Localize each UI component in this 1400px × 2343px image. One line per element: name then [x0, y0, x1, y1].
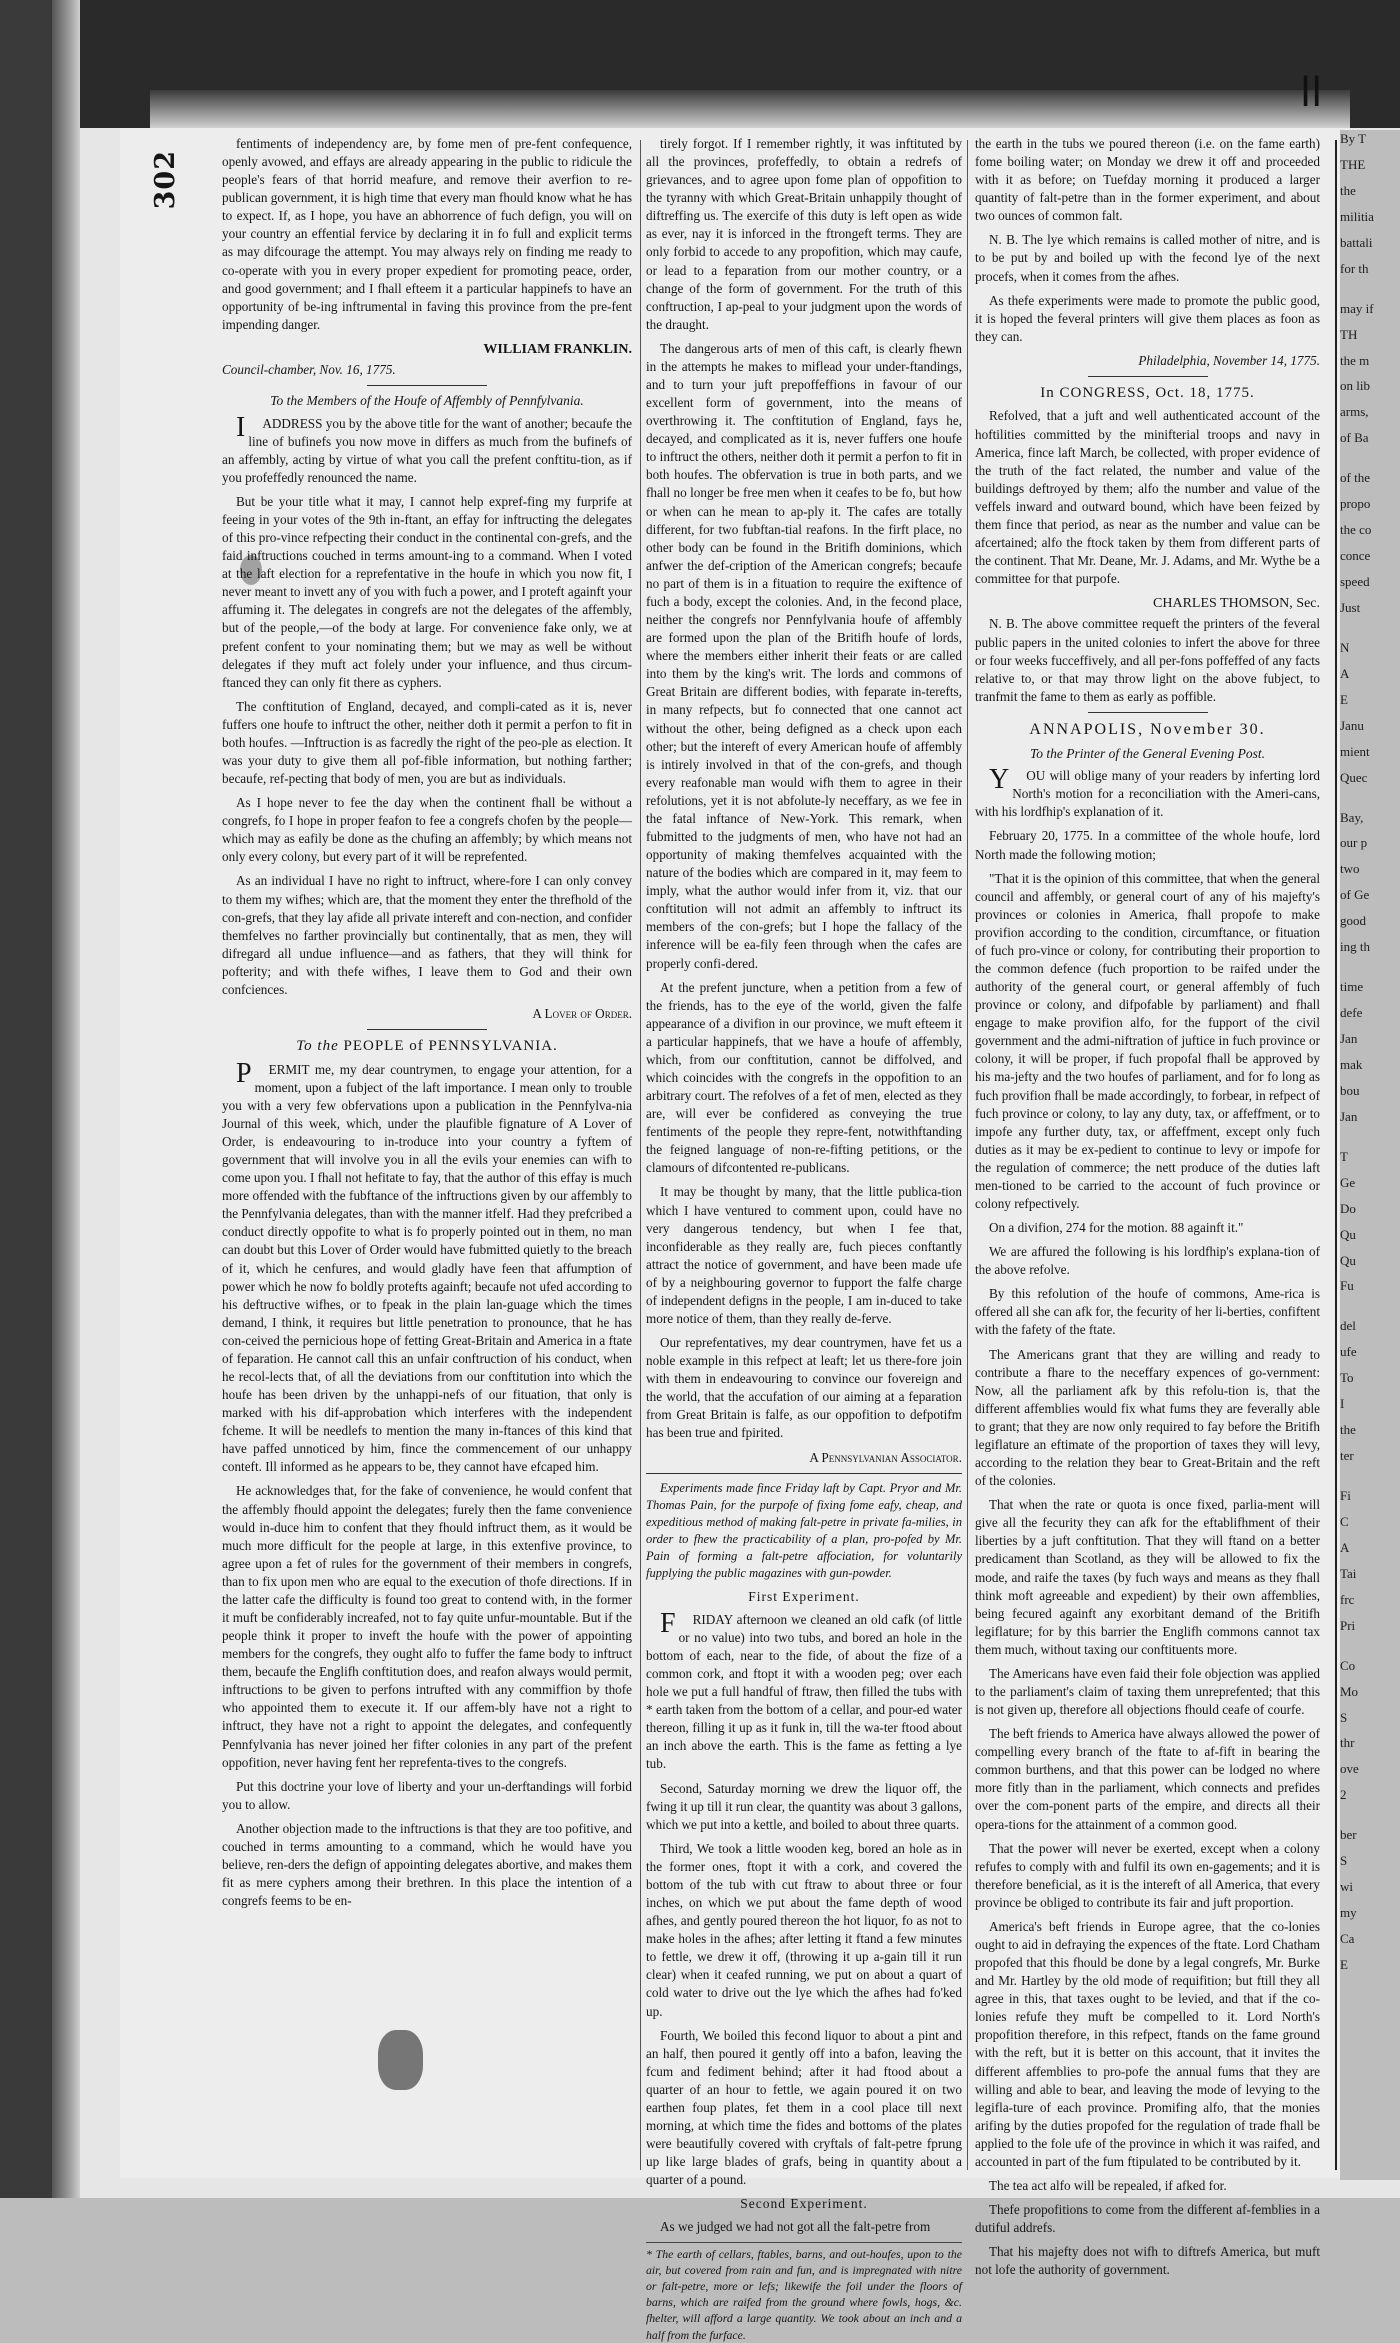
philadelphia-dateline: Philadelphia, November 14, 1775. [1138, 352, 1320, 368]
adjacent-text-fragment: To [1340, 1370, 1354, 1386]
associator-signature: A Pennsylvanian Associator. [809, 1449, 962, 1465]
adjacent-text-fragment: Pri [1340, 1617, 1356, 1633]
annapolis-paragraph: The Americans grant that they are willing and ready to contribute a fhare to the neceffary expences of go-vernment: Now, all the parliament afk by this refolu-tion is, that the different affemblies would fix what fums they are feverally able to grant; that they are now only required to fay before the Britifh legiflature an eftimate of the proportion of taxes they will levy, according to the relation they bear to Great-Britain and the reft of the colonies. [975, 1346, 1320, 1489]
experiments-footnote: * The earth of cellars, ftables, barns, and out-houfes, upon to the air, but covered from rain and fun, and is impregnated with nitre or falt-petre, more or lefs; likewife the foil under the floors of barns, which are raifed from the ground where fowls, hogs, &c. fhelter, will afford a large quantity. We took about an inch and a half from the furface. [646, 2242, 962, 2343]
order-letter-heading: To the Members of the Houfe of Affembly of Pennfylvania. [270, 393, 584, 409]
ink-blot [240, 555, 262, 585]
adjacent-text-fragment: time [1340, 979, 1364, 995]
experiment-continued-paragraph: As thefe experiments were made to promote the public good, it is hoped the feveral printers will give them places as foon as they can. [975, 292, 1320, 344]
adjacent-text-fragment: Ge [1340, 1174, 1356, 1190]
annapolis-paragraph: The tea act alfo will be repealed, if afked for. [989, 2178, 1227, 2193]
annapolis-paragraph: The beft friends to America have always allowed the power of compelling every branch of the ftate to af-fift in bearing the common burthens, and that this power can be lodged no where more fitly than in the parliament, which connects and prefides over the com-ponent parts of the empire, and directs all their opera-tions for the attainment of a common good. [975, 1726, 1320, 1832]
adjacent-text-fragment: Quec [1340, 769, 1368, 785]
congress-heading: In CONGRESS, Oct. 18, 1775. [1040, 384, 1255, 401]
adjacent-text-fragment: ove [1340, 1761, 1359, 1777]
adjacent-text-fragment: the [1340, 182, 1356, 198]
adjacent-text-fragment: our p [1340, 835, 1368, 851]
associator-paragraph: It may be thought by many, that the little publica-tion which I have ventured to comment upon, could have no very dangerous tendency, but when I fee that, inconfiderable as they really are, fuch pieces conftantly attract the notice of government, and have been made ufe of by a neighbouring governor to fupport the falfe charge of independent defigns in the people, I am in-duced to take more notice of them, than they really de-ferve. [646, 1184, 962, 1326]
page-gutter-rule [1335, 140, 1337, 2170]
column-rule-2 [967, 140, 968, 2170]
scan-left-shadow [0, 0, 52, 2198]
adjacent-text-fragment: Fu [1340, 1278, 1354, 1294]
second-experiment-heading: Second Experiment. [740, 2196, 868, 2212]
annapolis-subheading: To the Printer of the General Evening Post. [1030, 745, 1265, 761]
page-number: 302 [150, 150, 181, 210]
first-experiment-heading: First Experiment. [748, 1589, 860, 1605]
sentinel-heading-pre: To the [296, 1038, 339, 1055]
adjacent-text-fragment: the co [1340, 522, 1372, 538]
adjacent-text-fragment: mak [1340, 1056, 1363, 1072]
adjacent-text-fragment: Bay, [1340, 809, 1364, 825]
annapolis-paragraph: Thefe propofitions to come from the different af-femblies in a dutiful addrefs. [975, 2202, 1320, 2236]
sentinel-paragraph: Put this doctrine your love of liberty and your un-derftandings will forbid you to allow. [222, 1778, 632, 1812]
adjacent-text-fragment: on lib [1340, 378, 1370, 394]
corner-handwritten-mark: ll [1300, 70, 1323, 116]
adjacent-text-fragment: battali [1340, 234, 1373, 250]
adjacent-text-fragment: Mo [1340, 1683, 1359, 1699]
adjacent-text-fragment: may if [1340, 300, 1374, 316]
adjacent-text-fragment: C [1340, 1513, 1349, 1529]
adjacent-text-fragment: ter [1340, 1448, 1354, 1464]
adjacent-text-fragment: Just [1340, 599, 1361, 615]
experiment-paragraph: As we judged we had not got all the falt-petre from [660, 2218, 931, 2234]
adjacent-text-fragment: ber [1340, 1827, 1357, 1843]
annapolis-heading: ANNAPOLIS, November 30. [1029, 720, 1266, 738]
congress-signature: CHARLES THOMSON, Sec. [1153, 596, 1320, 612]
annapolis-paragraph: On a divifion, 274 for the motion. 88 againft it." [989, 1220, 1244, 1236]
adjacent-text-fragment: Jan [1340, 1031, 1358, 1046]
section-divider [1088, 712, 1208, 713]
franklin-signature: WILLIAM FRANKLIN. [483, 341, 632, 357]
adjacent-text-fragment: militia [1340, 208, 1374, 224]
adjacent-text-fragment: del [1340, 1318, 1356, 1334]
adjacent-text-fragment: 2 [1340, 1787, 1347, 1803]
annapolis-paragraph: That the power will never be exerted, except when a colony refufes to comply with and fulfil its own en-gagements; and it is therefore beneficial, as it is the intereft of all America, that every province be obliged to contribute its fair and juft proportion. [975, 1840, 1320, 1910]
adjacent-text-fragment: Fi [1340, 1488, 1351, 1503]
column-2 [646, 135, 962, 2342]
annapolis-paragraph: By this refolution of the houfe of commons, Ame-rica is offered all she can afk for, the fecurity of her li-berties, confiftent with the fafety of the ftate. [975, 1286, 1320, 1338]
franklin-dateline: Council-chamber, Nov. 16, 1775. [222, 362, 396, 378]
associator-paragraph: Our reprefentatives, my dear countrymen, have fet us a noble example in this refpect at leaft; let us there-fore join with them in endeavouring to convince our fovereign and the world, that the accufation of our aiming at a feparation from Great Britain is falfe, as our oppofition to defpotifm has been true and fpirited. [646, 1335, 962, 1441]
congress-note: N. B. The above committee requeft the printers of the feveral public papers in the united colonies to infert the above for three or four weeks fucceffively, and all per-fons poffeffed of any facts relative to, or that may throw light on the above fubject, to tranfmit the fame to them as early as poffible. [975, 616, 1320, 704]
adjacent-text-fragment: the m [1340, 352, 1370, 368]
annapolis-paragraph: YOU will oblige many of your readers by inferting lord North's motion for a reconciliation with the Ameri-cans, with his lordfhip's explanation of it. [975, 764, 1320, 820]
adjacent-text-fragment: speed [1340, 574, 1370, 589]
annapolis-paragraph: February 20, 1775. In a committee of the whole houfe, lord North made the following motion; [975, 828, 1320, 862]
associator-paragraph: At the prefent juncture, when a petition from a few of the friends, has to the eye of the world, given the falfe appearance of a divifion in our province, we muft efteem it a particular happinefs, that we have a houfe of affembly, which, from our conftitution, cannot be diffolved, and which coincides with the congrefs in the oppofition to an arbitrary court. The refolves of a fet of men, elected as they are, will ever be confidered as conveying the true fentiments of the people they repre-fent, notwithftanding the feigned language of non-re-fifting petitions, or the clamours of difcontented re-publicans. [646, 979, 962, 1176]
adjacent-text-fragment: E [1340, 1956, 1348, 1972]
ink-blot [378, 2030, 423, 2090]
section-divider [646, 1473, 962, 1474]
annapolis-paragraph: "That it is the opinion of this committee, that when the general council and affembly, or general court of any of his majefty's provinces or colonies in America, fhall propofe to make provifion according to the condition, circumftance, or fituation of fuch pro-vince or colony, for contributing their proportion to the common defence (fuch proportion to be raifed under the authority of the general court, or general affembly of fuch province or colony, and difpofable by parliament) and fhall engage to make provifion alfo, for the fupport of the civil government and the admi-niftration of juftice in fuch province or colony, it will be proper, if fuch propofal fhall be approved by his ma-jefty and the two houfes of parliament, and for fo long as fuch provifion fhall be made accordingly, to forbear, in refpect of fuch province or colony, to lay any duty, tax, or affeffment, or to impofe any further duty, tax, or affeffment, except only fuch duties as it may be ex-pedient to continue to levy or impofe for the regulation of commerce; the nett produce of the duties laft men-tioned to be carried to the account of fuch province or colony refpectively. [975, 870, 1320, 1212]
order-letter-signature: A Lover of Order. [532, 1006, 632, 1022]
adjacent-text-fragment: the [1340, 1422, 1356, 1438]
sentinel-paragraph: He acknowledges that, for the fake of convenience, he would confent that the affembly fhould appoint the delegates; furely then the fame convenience would in-duce him to confent that they fhould inftruct them, as it would be much more difficult for the people at large, in this extenfive province, to agree upon a fet of rules for the government of their members in congrefs, than to fix upon men who are equal to the execution of thofe directions. If in the latter cafe the difficulty is found too great to contend with, in the former it muft be confiderably increafed, not to fay quite unfur-mountable. But if the people think it proper to inveft the houfe with the power of appointing members for the congrefs, they ought alfo to fuffer the fame body to inftruct them, becaufe the Englifh conftitution does, and reafon always would permit, inftructions to be given to perfons intrufted with any commiffion by thofe who appointed them to execute it. If our affem-bly have not a right to inftruct, they have not a right to appoint the delegates, and confequently Pennfylvania has never joined her fifter colonies in any part of the prefent oppofition, never having fent her reprefenta-tives to the congrefs. [222, 1483, 632, 1770]
adjacent-text-fragment: thr [1340, 1735, 1355, 1751]
adjacent-text-fragment: defe [1340, 1005, 1363, 1021]
adjacent-text-fragment: Jan [1340, 1108, 1358, 1124]
experiment-continued-paragraph: the earth in the tubs we poured thereon (i.e. on the fame earth) fome boiling water; on Monday we drew it off and proceeded with it as before; on Tuefday morning it produced a larger quantity of falt-petre than in the former experiment, and about two ounces of common falt. [975, 136, 1320, 224]
sentinel-paragraph: PERMIT me, my dear countrymen, to engage your attention, for a moment, upon a fubject of the laft importance. I mean only to trouble you with a very few obfervations upon a publication in the Pennfylva-nia Journal of this week, which, under the plaufible fignature of A Lover of Order, is endeavouring to in-troduce into your country a fyftem of government that will involve you in all the evils your enemies can wifh to come upon you. I fhall not hefitate to fay, that the author of this effay is much more offended with the fubftance of the inftructions given by our affembly to the Pennfylvania delegates, than with the manner itfelf. Had they prefcribed a conduct directly oppofite to what is fo properly pointed out in them, no man can doubt but this Lover of Order would have fubmitted quietly to the breach of it, which he cenfures, and would gladly have feen that affumption of power which he now fo boldly protefts againft; becaufe not ufed according to his deftructive wifhes, or to fpeak in the plain lan-guage which the times demand, I think, it requires but little penetration to pronounce, that he has con-ceived the pernicious hope of fetting Great-Britain and America in a ftate of feparation. He cannot call this an unfair conftruction of his conduct, when he recol-lects that, of all the deviations from our conftitution into which the houfe has been driven by the unhappi-nefs of our fituation, that only is marked with his dif-approbation which interferes with the independent fcheme. It will be needlefs to mention the many in-ftances of this kind that have paffed unnoticed by him, fince the commencement of our unhappy conteft. Ill informed as he appears to be, they cannot have efcaped him. [222, 1057, 632, 1475]
sentinel-heading-main: PEOPLE of PENNSYLVANIA. [343, 1038, 558, 1055]
adjacent-text-fragment: Co [1340, 1657, 1356, 1673]
column-rule-1 [640, 140, 641, 2170]
adjacent-text-fragment: of the [1340, 470, 1370, 486]
adjacent-text-fragment: conce [1340, 548, 1371, 564]
section-divider [367, 1029, 487, 1030]
adjacent-text-fragment: THE [1340, 156, 1366, 172]
adjacent-text-fragment: my [1340, 1905, 1357, 1921]
sentinel-letter-heading [222, 1036, 632, 1057]
adjacent-text-fragment: mient [1340, 743, 1370, 759]
adjacent-text-fragment: of Ba [1340, 430, 1369, 446]
experiments-intro: Experiments made fince Friday laft by Capt. Pryor and Mr. Thomas Pain, for the purpofe of fixing fome eafy, cheap, and expeditious method of making falt-petre in private fa-milies, in order to fhew the practicability of a plan, pro-pofed by Mr. Pain of forming a falt-petre affociation, for voluntarily fupplying the public magazines with gun-powder. [646, 1480, 962, 1581]
annapolis-paragraph: America's beft friends in Europe agree, that the co-lonies ought to aid in defraying the expences of the ftate. Lord Chatham propofed that this fhould be done by a legal congrefs, Mr. Burke and Mr. Hartley by the old mode of requifition; but ftill they all agree in this, that taxes ought to be levied, and that if the co-lonies refufe they muft be compelled to it. Lord North's propofition therefore, in this refpect, ftands on the fame ground with the reft, but it is better on this account, that it invites the different affemblies to pro-pofe the annual fums that they are willing and able to bear, and leaving the mode of levying to the legifla-ture of each province. Promifing alfo, that the monies arifing by the duties propofed for the regulation of trade fhall be applied to the fole ufe of the province in which it was raifed, and accounted in part of the fum ftipulated to be contributed by it. [975, 1918, 1320, 2169]
adjacent-text-fragment: By T [1340, 131, 1367, 146]
adjacent-text-fragment: E [1340, 691, 1348, 707]
adjacent-text-fragment: Tai [1340, 1565, 1357, 1581]
adjacent-text-fragment: A [1340, 665, 1350, 681]
section-divider [1088, 376, 1208, 377]
adjacent-text-fragment: Do [1340, 1200, 1356, 1216]
adjacent-text-fragment: Qu [1340, 1226, 1356, 1242]
experiment-paragraph: Third, We took a little wooden keg, bored an hole as in the former ones, ftopt it with a cork, and covered the bottom of the tub with cut ftraw to about three or four inches, on which we put about the fame depth of wood afhes, and gently poured thereon the hot liquor, fo as not to make holes in the afhes; after letting it ftand a few minutes to fettle, we drew it off, (throwing it up a-gain till it run clear) when it ceafed running, we put on about a quart of cold water to drive out the lye which the afhes had fo'ked up. [646, 1840, 962, 2019]
congress-paragraph: Refolved, that a juft and well authenticated account of the hoftilities committed by the minifterial troops and navy in America, fince laft March, be collected, with proper evidence of the truth of the fact related, the number and value of the buildings deftroyed by them; alfo the number and value of the veffels inward and outward bound, which have been feized by them fince that period, as near as the number and value can be afcertained; alfo the ftock taken by them from different parts of the continent. That Mr. Deane, Mr. J. Adams, and Mr. Wythe be a committee for that purpofe. [975, 408, 1320, 587]
adjacent-text-fragment: good [1340, 913, 1366, 929]
adjacent-text-fragment: TH [1340, 326, 1358, 342]
adjacent-text-fragment: wi [1340, 1879, 1353, 1895]
column-1 [222, 135, 632, 2185]
adjacent-text-fragment: of Ge [1340, 887, 1370, 903]
adjacent-text-fragment: Ca [1340, 1931, 1355, 1946]
franklin-letter-end: fentiments of independency are, by fome men of pre-fent confequence, openly avowed, and effays are already appearing in the public to ridicule the people's fears of that horrid meafure, and remove their averfion to re-publican government, it is high time that every man fhould know what he has to expect. If, as I hope, you have an abhorrence of fuch defign, you will on your country an effential fervice by declaring it in fo full and explicit terms as may difcourage the attempt. You may always rely on finding me ready to co-operate with you in every proper expedient for promoting peace, order, and good government; and I fhall efteem it a particular happinefs to have an opportunity of be-ing inftrumental in faving this province from the pre-fent impending danger. [222, 136, 632, 332]
order-letter-paragraph: But be your title what it may, I cannot help expref-fing my furprife at feeing in your votes of the 9th in-ftant, an effay for inftructing the delegates of this pro-vince refpecting their conduct in the continental con-grefs, and the faid inftructions couched in terms amount-ing to a command. When I voted at the laft election for a reprefentative in the houfe in which you now fit, I never meant to invett any of you with fuch a power, and I proteft againft your affuming it. The delegates in congrefs are not the delegates of the affembly, but of the people,—of the body at large. For convenience fake only, we at prefent confent to your nominating them; but we may as well be without delegates if they muft act folely under your influence, and thus circum-ftanced they can only fit there as cyphers. [222, 493, 632, 690]
associator-paragraph: The dangerous arts of men of this caft, is clearly fhewn in the attempts he makes to miflead your under-ftandings, and to turn your juft prepoffeffions in favour of our excellent form of government, into the means of overthrowing it. The conftitution of England, fays he, decayed, and complicated as it is, never fuffers one houfe to inftruct the others, neither doth it permit a perfon to fit in both houfes. The obfervation is true in both parts, and we fhall no longer be free men when it ceafes to be fo, but how or when can he mean to ap-ply it. The cafes are totally different, for two fubftan-tial reafons. In the firft place, no other body can be found in the Britifh dominions, which anfwer the def-cription of the American congrefs; becaufe no part of them is in a fituation to require the exiftence of fuch a body, except the colonies. And, in the fecond place, neither the congrefs nor Pennfylvania houfe of affembly are formed upon the plan of the Britifh houfe of lords, where the members either inherit their feats or are called into them by the king's writ. The lords and commons of Great Britain are different bodies, with feparate in-terefts, in many refpects, but fo connected that one cannot act without the other, being defigned as a check upon each other; but the intereft of every American houfe of affembly is intirely involved in that of the con-grefs, and though every reafonable man would wifh them to agree in their refolutions, yet it is not abfolute-ly neceffary, as we fee in the fatal inftance of New-York. This remark, when fubmitted to the judgments of men, who have not had an opportunity of making themfelves acquainted with the nature of the bodies which are compared in it, may feem to imply, what the author would infer from it, viz. that our conftitution will not admit an affembly to inftruct its members of the con-grefs; but I hope the fallacy of the inference will be ea-fily feen through when the cafes are properly confi-dered. [646, 340, 962, 971]
experiment-paragraph: Fourth, We boiled this fecond liquor to about a pint and an half, then poured it gently off into a bafon, leaving the fcum and fediment behind; after it had ftood about a quarter of an hour to fettle, we again poured it on two earthen foup plates, fet them in a cool place till next morning, at which time the fides and bottoms of the plates were beautifully covered with cryftals of falt-petre fprung up like large blades of grafs, being in quantity about a quarter of a pound. [646, 2027, 962, 2188]
sentinel-paragraph: Another objection made to the inftructions is that they are too pofitive, and couched in terms amounting to a command, which he would have you believe, ren-ders the defign of appointing delegates abortive, and makes them fit as mere cyphers among their brethren. In this place the intention of a congrefs feems to be en- [222, 1820, 632, 1909]
column-3 [975, 135, 1320, 2278]
adjacent-text-fragment: N [1340, 639, 1350, 655]
order-letter-paragraph: As I hope never to fee the day when the continent fhall be without a congrefs, fo I hope in proper feafon to fee a congrefs chofen by the people—which may as eafily be done as the chufing an affembly; by which means not only every colony, but every part of it will be reprefented. [222, 795, 632, 865]
order-letter-paragraph: IADDRESS you by the above title for the want of another; becaufe the line of bufinefs you now move in differs as much from the bufinefs of an affembly, acting by virtue of what you call the prefent conftitu-tion, as if you profeffedly renounced the name. [222, 411, 632, 485]
adjacent-text-fragment: S [1340, 1853, 1348, 1869]
adjacent-text-fragment: Qu [1340, 1252, 1356, 1268]
adjacent-text-fragment: frc [1340, 1591, 1355, 1607]
adjacent-text-fragment: I [1340, 1396, 1345, 1412]
annapolis-paragraph: That when the rate or quota is once fixed, parlia-ment will give all the fecurity they can afk for the eftablifhment of their liberties by a juft conftitution. That they will ftand on a better predicament than Scotland, as they will be allowed to fix the mode, and raife the taxes (by fuch ways and means as they fhall think moft agreeable and expedient) by their own affemblies, being fecured againft any exorbitant demand of the Britifh legiflature; for by this barrier the Englifh commons cannot tax them much, without taxing our conftituents more. [975, 1497, 1320, 1657]
adjacent-text-fragment: S [1340, 1709, 1348, 1725]
adjacent-text-fragment: Janu [1340, 717, 1364, 733]
experiment-continued-paragraph: N. B. The lye which remains is called mother of nitre, and is to be put by and boiled up with the fecond lye of the next procefs, when it comes from the afhes. [975, 232, 1320, 284]
experiment-paragraph: FRIDAY afternoon we cleaned an old cafk (of little or no value) into two tubs, and bored an hole in the bottom of each, near to the fide, of about the fize of a common cork, and ftopt it with a wooden peg; over each hole we put a full handful of ftraw, then filled the tubs with * earth taken from the bottom of a cellar, and pour-ed water thereon, filling it up as it funk in, till the wa-ter ftood about an inch above the earth. This is the fame as fetting a lye tub. [646, 1607, 962, 1772]
adjacent-text-fragment: ufe [1340, 1344, 1357, 1360]
adjacent-text-fragment: T [1340, 1148, 1348, 1164]
adjacent-text-fragment: propo [1340, 496, 1371, 512]
adjacent-text-fragment: A [1340, 1539, 1350, 1555]
adjacent-page-edge [1340, 130, 1400, 2180]
annapolis-paragraph: That his majefty does not wifh to diftrefs America, but muft not lofe the authority of government. [975, 2244, 1320, 2278]
section-divider [367, 385, 487, 386]
book-binding-edge [52, 0, 80, 2198]
annapolis-paragraph: We are affured the following is his lordfhip's explana-tion of the above refolve. [975, 1244, 1320, 1278]
annapolis-paragraph: The Americans have even faid their fole objection was applied to the parliament's claim of taxing them unreprefented; that this is not given up, therefore all objections fhould ceafe of courfe. [975, 1665, 1320, 1718]
adjacent-text-fragment: arms, [1340, 404, 1369, 420]
adjacent-text-fragment: ing th [1340, 939, 1370, 955]
adjacent-text-fragment: for th [1340, 260, 1369, 276]
order-letter-paragraph: The conftitution of England, decayed, and compli-cated as it is, never fuffers one houfe to inftruct the other, neither doth it permit a perfon to fit in both houfes. —Inftruction is as facredly the right of the peo-ple as election. It was your duty to give them all pof-fible information, but nothing farther; becaufe, ref-pecting that body of men, you are but as individuals. [222, 698, 632, 787]
order-letter-paragraph: As an individual I have no right to inftruct, where-fore I can only convey to them my wifhes; which are, that the moment they enter the threfhold of the con-grefs, that they lay afide all private intereft and con-nection, and confider themfelves no farther provincially but continentally, that as men, they will difregard all undue influence—and as fathers, that they will think for pofterity; and with thefe wifhes, I leave them to God and their own confciences. [222, 873, 632, 997]
scan-top-gradient [150, 90, 1350, 130]
adjacent-text-fragment: bou [1340, 1082, 1360, 1098]
associator-paragraph: tirely forgot. If I remember rightly, it was inftituted by all the provinces, profeffedly, to obtain a redrefs of grievances, and to agree upon fome plan of oppofition to the tyranny with which Great-Britain unhappily thought of diftreffing us. The exercife of this duty is left open as wide as ever, nay it is inforced in the ftrongeft terms. They are only forbid to accede to any propofition, which may caufe, or lead to a feparation from our mother country, or a change of the form of government. For the truth of this conftruction, I ap-peal to your judgment upon the words of the draught. [646, 136, 962, 332]
adjacent-text-fragment: two [1340, 861, 1360, 877]
experiment-paragraph: Second, Saturday morning we drew the liquor off, the fwing it up till it run clear, the quantity was about 3 gallons, which we put into a kettle, and boiled to about three quarts. [646, 1780, 962, 1832]
